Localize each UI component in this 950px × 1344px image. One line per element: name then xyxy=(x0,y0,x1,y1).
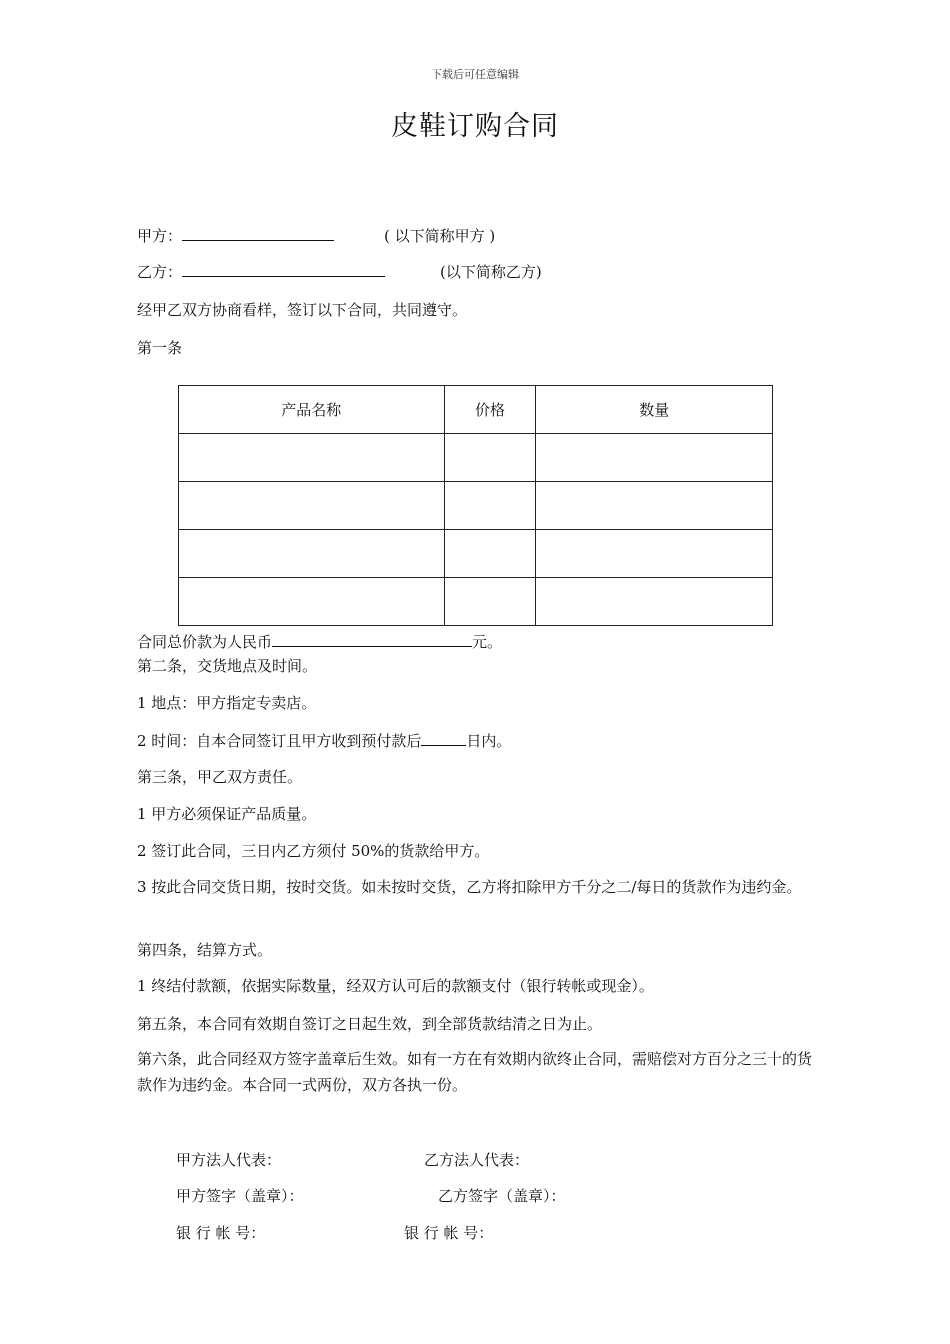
party-b-sign-label: 乙方签字（盖章）： xyxy=(438,1187,566,1205)
party-a-line xyxy=(137,226,334,246)
party-b-rep-label: 乙方法人代表： xyxy=(424,1151,530,1169)
cell-price[interactable] xyxy=(444,434,536,482)
product-table xyxy=(178,385,773,626)
cell-quantity[interactable] xyxy=(536,530,773,578)
party-a-blank[interactable] xyxy=(182,226,334,241)
article2-item2-suffix: 日内。 xyxy=(466,732,512,750)
article4-item1: 1 终结付款额，依据实际数量，经双方认可后的款额支付（银行转帐或现金）。 xyxy=(137,977,654,995)
cell-product-name[interactable] xyxy=(179,434,445,482)
article2-item2 xyxy=(137,731,511,751)
article3-item2: 2 签订此合同，三日内乙方须付 50%的货款给甲方。 xyxy=(137,842,490,860)
cell-price[interactable] xyxy=(444,482,536,530)
table-row xyxy=(179,530,773,578)
article3-item3: 3 按此合同交货日期，按时交货。如未按时交货，乙方将扣除甲方千分之二/每日的货款作为违约金。 xyxy=(137,878,802,896)
cell-product-name[interactable] xyxy=(179,482,445,530)
total-price-line xyxy=(137,632,502,652)
article5-text: 第五条，本合同有效期自签订之日起生效，到全部货款结清之日为止。 xyxy=(137,1015,603,1033)
cell-product-name[interactable] xyxy=(179,530,445,578)
article2-item2-prefix: 2 时间：自本合同签订且甲方收到预付款后 xyxy=(137,732,422,750)
article6-text: 第六条，此合同经双方签字盖章后生效。如有一方在有效期内欲终止合同，需赔偿对方百分之三十的货款作为违约金。本合同一式两份，双方各执一份。 xyxy=(137,1050,813,1094)
party-a-suffix: ( 以下简称甲方 ) xyxy=(384,227,496,245)
header-price: 价格 xyxy=(444,386,536,434)
total-prefix: 合同总价款为人民币 xyxy=(137,633,273,651)
article1-heading: 第一条 xyxy=(137,339,183,357)
header-product-name: 产品名称 xyxy=(179,386,445,434)
intro-text: 经甲乙双方协商看样，签订以下合同，共同遵守。 xyxy=(137,301,468,319)
article3-item1: 1 甲方必须保证产品质量。 xyxy=(137,805,317,823)
table-row xyxy=(179,434,773,482)
party-a-sign-label: 甲方签字（盖章）： xyxy=(176,1187,304,1205)
delivery-days-blank[interactable] xyxy=(421,731,466,746)
party-b-suffix: (以下简称乙方) xyxy=(440,263,542,281)
party-b-line xyxy=(137,262,385,282)
party-b-bank-label: 银 行 帐 号： xyxy=(404,1224,494,1242)
cell-product-name[interactable] xyxy=(179,578,445,626)
party-a-rep-label: 甲方法人代表： xyxy=(176,1151,282,1169)
article4-heading: 第四条，结算方式。 xyxy=(137,941,273,959)
cell-quantity[interactable] xyxy=(536,578,773,626)
table-row xyxy=(179,578,773,626)
total-suffix: 元。 xyxy=(472,633,503,651)
article3-heading: 第三条，甲乙双方责任。 xyxy=(137,768,303,786)
cell-price[interactable] xyxy=(444,530,536,578)
cell-quantity[interactable] xyxy=(536,434,773,482)
header-quantity: 数量 xyxy=(536,386,773,434)
total-price-blank[interactable] xyxy=(272,632,472,647)
party-a-label: 甲方： xyxy=(137,227,183,245)
document-title: 皮鞋订购合同 xyxy=(391,111,559,142)
article2-heading: 第二条，交货地点及时间。 xyxy=(137,657,318,675)
article2-item1: 1 地点：甲方指定专卖店。 xyxy=(137,694,317,712)
table-header-row xyxy=(179,386,773,434)
party-b-blank[interactable] xyxy=(182,262,385,277)
header-note: 下载后可任意编辑 xyxy=(431,68,519,81)
table-row xyxy=(179,482,773,530)
party-b-label: 乙方： xyxy=(137,263,183,281)
cell-quantity[interactable] xyxy=(536,482,773,530)
cell-price[interactable] xyxy=(444,578,536,626)
party-a-bank-label: 银 行 帐 号： xyxy=(176,1224,266,1242)
